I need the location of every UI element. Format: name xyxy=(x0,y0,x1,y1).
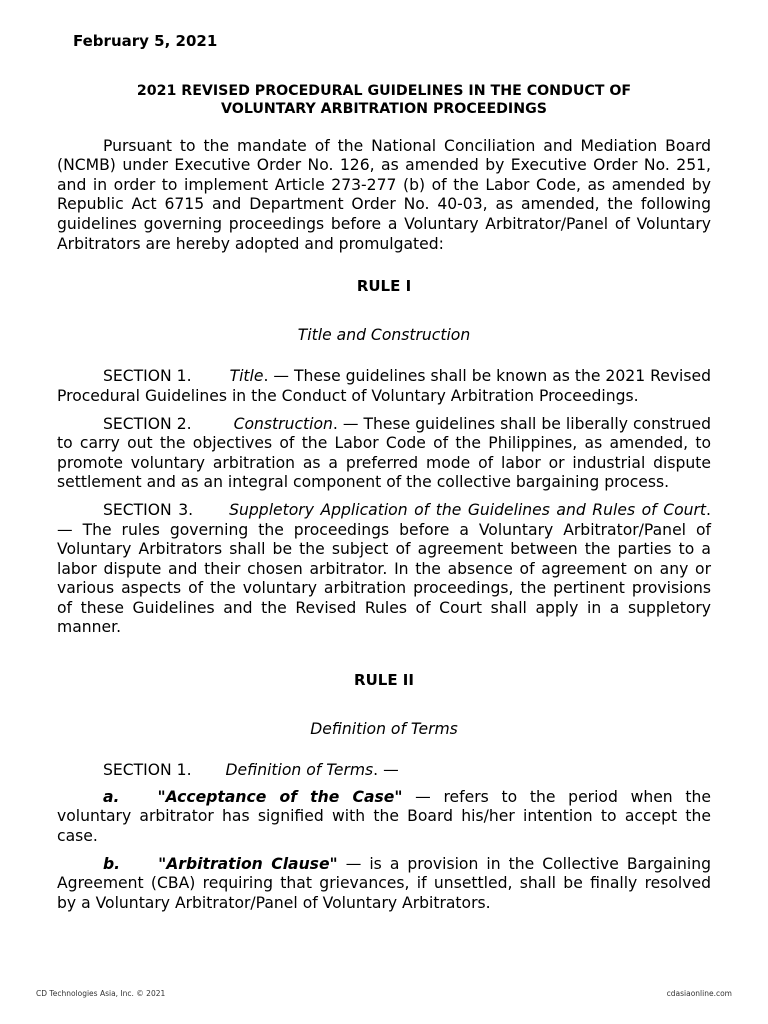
rule-2-subheading: Definition of Terms xyxy=(310,719,458,738)
document-title xyxy=(57,82,711,118)
section-number: SECTION 3. xyxy=(103,500,194,519)
rule-2-heading: RULE II xyxy=(354,671,414,690)
definition-b xyxy=(57,855,711,914)
footer-website: cdasiaonline.com xyxy=(666,989,732,998)
definition-text: — refers to the period when the voluntary arbitrator has signified with the Board his/her intention to accept the case. xyxy=(57,787,711,846)
definition-text: — is a provision in the Collective Bargaining Agreement (CBA) requiring that grievances, if unsettled, shall be finally resolved by a Voluntary Arbitrator/Panel of Voluntary Arbitrators. xyxy=(57,854,711,912)
rule-1-section-2 xyxy=(57,415,711,493)
intro-paragraph: Pursuant to the mandate of the National Conciliation and Mediation Board (NCMB) under Executive Order No. 126, as amended by Executive Order No. 251, and in order to implement Article 273-277 (b) of the Labor Code, as amended by Republic Act 6715 and Department Order No. 40-03, as amended, the following guidelines governing proceedings before a Voluntary Arbitrator/Panel of Voluntary Arbitrators are hereby adopted and promulgated: xyxy=(57,136,711,253)
section-text: . — These guidelines shall be liberally construed to carry out the objectives of the Labor Code of the Philippines, as amended, to promote voluntary arbitration as a preferred mode of labor or industrial dispute settlement and as an integral component of the collective bargaining process. xyxy=(57,414,711,492)
rule-1-section-1 xyxy=(57,367,711,406)
section-title: Construction xyxy=(233,414,333,433)
rule-1-heading: RULE I xyxy=(356,277,412,296)
section-text: . — xyxy=(373,761,399,780)
definition-letter: b. xyxy=(103,854,121,873)
section-number: SECTION 1. xyxy=(103,367,192,386)
section-title: Definition of Terms xyxy=(225,761,374,780)
definition-a xyxy=(57,788,711,847)
title-line-1: 2021 REVISED PROCEDURAL GUIDELINES IN THE CONDUCT OF xyxy=(136,82,632,99)
section-title: Suppletory Application of the Guidelines and Rules of Court xyxy=(229,500,707,519)
definition-term: "Acceptance of the Case" xyxy=(157,787,403,806)
definition-letter: a. xyxy=(103,787,120,806)
rule-1-subheading: Title and Construction xyxy=(297,325,471,344)
footer-copyright: CD Technologies Asia, Inc. © 2021 xyxy=(36,989,166,998)
section-number: SECTION 2. xyxy=(103,414,192,433)
title-line-2: VOLUNTARY ARBITRATION PROCEEDINGS xyxy=(221,100,547,117)
section-text: . — These guidelines shall be known as the 2021 Revised Procedural Guidelines in the Conduct of Voluntary Arbitration Proceedings. xyxy=(57,367,711,405)
section-text: . — The rules governing the proceedings before a Voluntary Arbitrator/Panel of Voluntary Arbitrators shall be the subject of agreement between the parties to a labor dispute and their chosen arbitrator. In the absence of agreement on any or various aspects of the voluntary arbitration proceedings, the pertinent provisions of these Guidelines and the Revised Rules of Court shall apply in a suppletory manner. xyxy=(57,500,711,637)
rule-1-section-3 xyxy=(57,501,711,638)
definition-term: "Arbitration Clause" xyxy=(158,854,338,873)
section-title: Title xyxy=(229,367,264,386)
document-date: February 5, 2021 xyxy=(73,32,218,50)
section-number: SECTION 1. xyxy=(103,761,192,780)
document-page xyxy=(57,32,711,913)
rule-2-section-1 xyxy=(57,761,711,781)
